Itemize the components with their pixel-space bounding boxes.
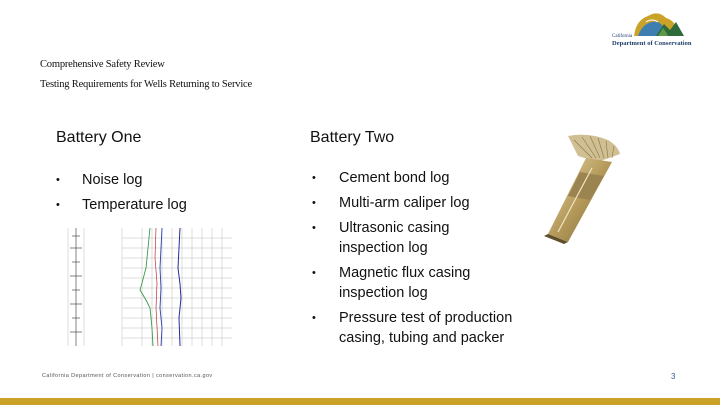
battery-one-title: Battery One [56,129,142,146]
header-subtitle: Testing Requirements for Wells Returning to Service [40,79,252,90]
list-item [312,168,552,188]
bullet-icon: • [312,172,316,184]
accent-bar [0,398,720,405]
slide-header [40,55,252,95]
well-log-plot-image [62,228,232,346]
list-item-text: Ultrasonic casing [339,220,450,236]
list-item-text-cont: inspection log [339,285,428,301]
list-item-text-cont: casing, tubing and packer [339,330,505,346]
logo-state-text: California [612,34,633,39]
bullet-icon: • [312,312,316,324]
header-title: Comprehensive Safety Review [40,59,165,70]
list-item [56,170,187,190]
bullet-icon: • [312,267,316,279]
list-item-text: Cement bond log [339,170,450,186]
footer-text: California Department of Conservation | conservation.ca.gov [42,373,213,379]
bullet-icon: • [312,222,316,234]
caliper-tool-image [528,132,633,244]
list-item-text: Noise log [82,172,143,188]
list-item-text: Pressure test of production [339,310,513,326]
logo-department-text: Department of Conservation [612,40,692,47]
bullet-icon: • [312,197,316,209]
list-item-text: Multi-arm caliper log [339,195,470,211]
list-item [312,193,552,213]
list-item [312,218,552,258]
page-number: 3 [671,372,676,381]
list-item-text: Magnetic flux casing [339,265,471,281]
bullet-icon: • [56,174,60,186]
list-item [56,195,187,215]
battery-two-title: Battery Two [310,129,395,146]
list-item [312,263,552,303]
list-item-text-cont: inspection log [339,240,428,256]
list-item-text: Temperature log [82,197,187,213]
battery-two-list [312,168,552,353]
list-item [312,308,552,348]
bullet-icon: • [56,199,60,211]
battery-one-list [56,170,187,220]
